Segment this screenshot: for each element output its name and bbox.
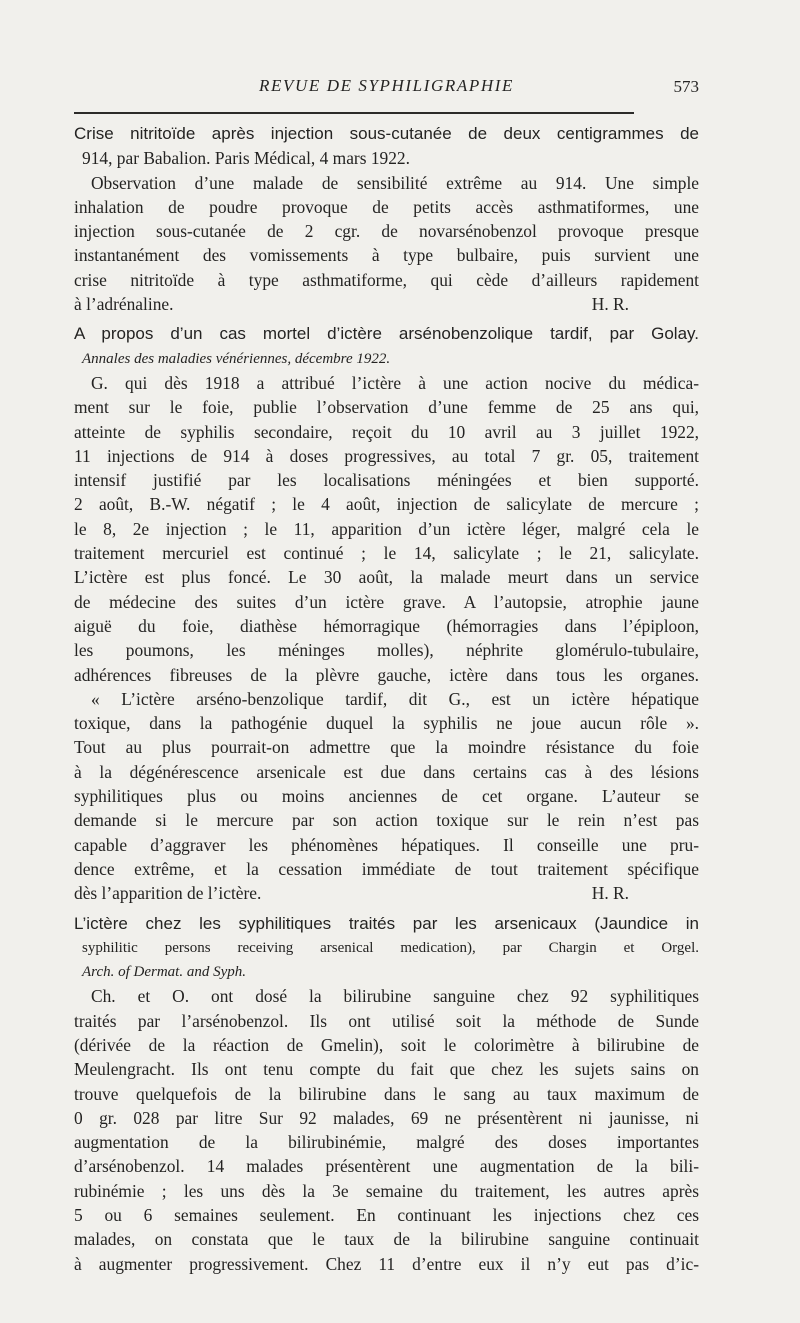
article-1-text-line: crise nitritoïde à type asthmatiforme, qui cède d’ailleurs rapidement xyxy=(74,269,699,290)
article-3-text-line: à augmenter progressivement. Chez 11 d’entre eux il n’y eut pas d’ic- xyxy=(74,1253,699,1274)
article-2-text-line: « L’ictère arséno-benzolique tardif, dit G., est un ictère hépatique xyxy=(91,688,699,709)
running-head xyxy=(74,76,699,100)
article-2-text-line: adhérences fibreuses de la plèvre gauche, ictère dans tous les organes. xyxy=(74,664,699,685)
article-3-title: L’ictère chez les syphilitiques traités par les arsenicaux (Jaundice in xyxy=(74,913,699,933)
article-2-text-line: syphilitiques plus ou moins anciennes de cet organe. L’auteur se xyxy=(74,786,699,807)
article-3-text-line: 0 gr. 028 par litre Sur 92 malades, 69 ne présentèrent ni jaunisse, ni xyxy=(74,1107,699,1128)
article-2-text-line: demande si le mercure par son action toxique sur le rein n’est pas xyxy=(74,810,699,831)
article-3-text-line: Meulengracht. Ils ont tenu compte du fait que chez les sujets sains on xyxy=(74,1059,699,1080)
article-3-text-line: augmentation de la bilirubinémie, malgré des doses importantes xyxy=(74,1132,699,1153)
article-2-text-line: le 8, 2e injection ; le 11, apparition d’un ictère léger, malgré cela le xyxy=(74,518,699,539)
article-2-signature: H. R. xyxy=(591,883,629,904)
article-3-text-line: Ch. et O. ont dosé la bilirubine sanguine chez 92 syphilitiques xyxy=(91,986,699,1007)
article-1-last-line xyxy=(74,292,699,316)
article-2-text-line: toxique, dans la pathogénie duquel la syphilis ne joue aucun rôle ». xyxy=(74,713,699,734)
article-2-last-line xyxy=(74,881,699,905)
article-3-journal: Arch. of Dermat. and Syph. xyxy=(82,964,247,981)
article-2-title: A propos d’un cas mortel d’ictère arsénobenzolique tardif, par Golay. xyxy=(74,324,699,344)
page-body xyxy=(74,122,699,1276)
article-2-text-line: capable d’aggraver les phénomènes hépatiques. Il conseille une pru- xyxy=(74,834,699,855)
article-2-text-line: G. qui dès 1918 a attribué l’ictère à une action nocive du médica- xyxy=(91,372,699,393)
article-2-text-line: les poumons, les méninges molles), néphrite glomérulo-tubulaire, xyxy=(74,640,699,661)
article-3-text-line: rubinémie ; les uns dès la 3e semaine du traitement, les autres après xyxy=(74,1180,699,1201)
running-title: REVUE DE SYPHILIGRAPHIE xyxy=(259,76,514,95)
article-3-text-line: 5 ou 6 semaines seulement. En continuant les injections chez ces xyxy=(74,1205,699,1226)
article-1-text-line: injection sous-cutanée de 2 cgr. de novarsénobenzol provoque presque xyxy=(74,221,699,242)
article-2-text-line: aiguë du foie, diathèse hémorragique (hémorragies dans l’épiploon, xyxy=(74,615,699,636)
header-rule xyxy=(74,112,634,114)
page-number: 573 xyxy=(673,77,699,96)
article-3-text-line: malades, on constata que le taux de la bilirubine sanguine continuait xyxy=(74,1229,699,1250)
article-2-text-end: dès l’apparition de l’ictère. xyxy=(74,883,262,904)
article-3-text-line: (dérivée de la réaction de Gmelin), soit le colorimètre à bilirubine de xyxy=(74,1034,699,1055)
article-1-title: Crise nitritoïde après injection sous-cutanée de deux centigrammes de xyxy=(74,124,699,143)
article-2-text-line: de médecine des suites d’un ictère grave. A l’autopsie, atrophie jaune xyxy=(74,591,699,612)
article-1-text-line: Observation d’une malade de sensibilité extrême au 914. Une simple xyxy=(91,172,699,193)
article-3-text-line: traités par l’arsénobenzol. Ils ont utilisé soit la méthode de Sunde xyxy=(74,1010,699,1031)
article-2-text-line: dence extrême, et la cessation immédiate de tout traitement spécifique xyxy=(74,858,699,879)
article-1-text-line: inhalation de poudre provoque de petits accès asthmatiformes, une xyxy=(74,196,699,217)
article-2-text-line: atteinte de syphilis secondaire, reçoit du 10 avril au 3 juillet 1922, xyxy=(74,421,699,442)
article-2-text-line: intensif justifié par les localisations méningées et bien supporté. xyxy=(74,470,699,491)
article-1-text-end: à l’adrénaline. xyxy=(74,294,174,315)
article-1-signature: H. R. xyxy=(591,294,629,315)
article-2-text-line: traitement mercuriel est continué ; le 14, salicylate ; le 21, salicylate. xyxy=(74,543,699,564)
article-2-text-line: à la dégénérescence arsenicale est due dans certains cas à des lésions xyxy=(74,761,699,782)
article-2-text-line: Tout au plus pourrait-on admettre que la moindre résistance du foie xyxy=(74,737,699,758)
article-3-citation: syphilitic persons receiving arsenical medication), par Chargin et Orgel. xyxy=(82,939,699,956)
article-2-text-line: 11 injections de 914 à doses progressives, au total 7 gr. 05, traitement xyxy=(74,445,699,466)
article-2-text-line: ment sur le foie, publie l’observation d’une femme de 25 ans qui, xyxy=(74,397,699,418)
article-3-text-line: trouve quelquefois de la bilirubine dans le sang au taux maximum de xyxy=(74,1083,699,1104)
article-2-text-line: L’ictère est plus foncé. Le 30 août, la malade meurt dans un service xyxy=(74,567,699,588)
article-1-citation: 914, par Babalion. Paris Médical, 4 mars 1922. xyxy=(82,148,410,169)
article-3-text-line: d’arsénobenzol. 14 malades présentèrent une augmentation de la bili- xyxy=(74,1156,699,1177)
article-1-text-line: instantanément des vomissements à type bulbaire, puis survient une xyxy=(74,245,699,266)
article-2-text-line: 2 août, B.-W. négatif ; le 4 août, injection de salicylate de mercure ; xyxy=(74,494,699,515)
article-2-citation: Annales des maladies vénériennes, décembre 1922. xyxy=(82,350,391,367)
